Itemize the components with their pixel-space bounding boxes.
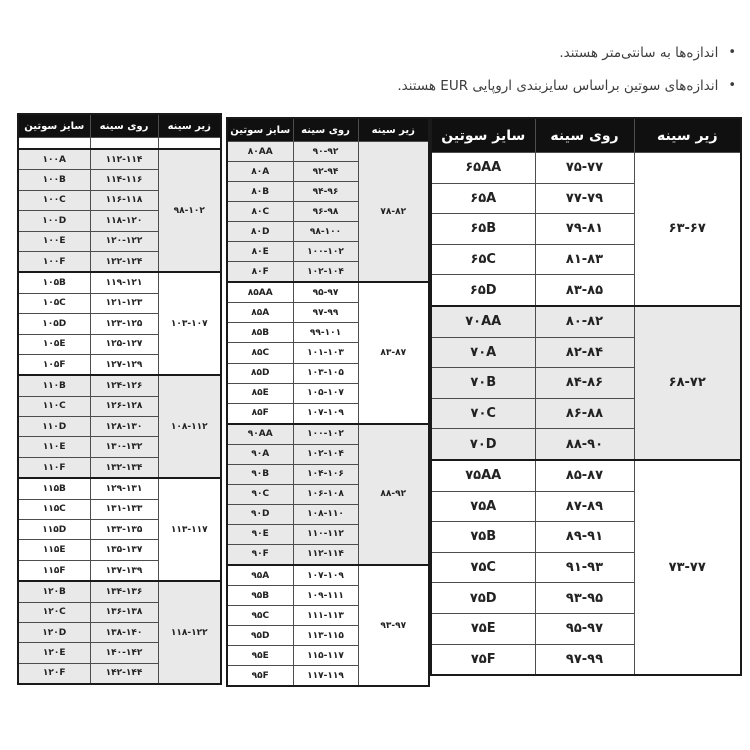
size-cell: ۸۰D [227, 222, 293, 242]
size-cell: ۹۰A [227, 444, 293, 464]
size-table-wrapper-65-75 [430, 117, 742, 676]
size-cell: ۱۰۰F [18, 251, 90, 272]
overbust-cell: ۹۵-۹۷ [293, 282, 358, 303]
size-cell: ۱۰۰B [18, 170, 90, 190]
size-row [431, 153, 741, 184]
size-cell: ۱۱۰F [18, 457, 90, 478]
col-header-overbust: روی سینه [90, 114, 158, 138]
col-header-size: سایز سوتین [18, 114, 90, 138]
size-cell: ۹۰D [227, 504, 293, 524]
size-cell: ۱۰۵F [18, 354, 90, 375]
size-table-100-120 [17, 113, 222, 685]
underbust-cell: ۱۰۸-۱۱۲ [158, 375, 221, 478]
overbust-cell: ۹۷-۹۹ [293, 303, 358, 323]
underbust-cell: ۹۳-۹۷ [358, 565, 429, 686]
underbust-cell: ۷۳-۷۷ [634, 460, 741, 675]
col-header-underbust: زیر سینه [158, 114, 221, 138]
size-cell: ۱۱۵B [18, 478, 90, 499]
underbust-cell: ۱۰۳-۱۰۷ [158, 272, 221, 375]
col-header-underbust: زیر سینه [634, 118, 741, 153]
size-cell: ۷۵A [431, 491, 535, 522]
overbust-cell: ۱۳۸-۱۴۰ [90, 622, 158, 642]
size-cell: ۱۰۰E [18, 231, 90, 251]
size-cell: ۱۰۰D [18, 211, 90, 231]
size-cell: ۱۱۰E [18, 437, 90, 457]
overbust-cell: ۱۱۲-۱۱۴ [90, 149, 158, 170]
overbust-cell: ۱۲۹-۱۳۱ [90, 478, 158, 499]
size-table-wrapper-80-95 [226, 117, 430, 687]
size-cell: ۹۵C [227, 606, 293, 626]
overbust-cell: ۹۶-۹۸ [293, 202, 358, 222]
size-cell: ۷۵AA [431, 460, 535, 491]
overbust-cell: ۱۲۳-۱۲۵ [90, 314, 158, 334]
overbust-cell: ۱۱۳-۱۱۵ [293, 626, 358, 646]
size-cell: ۹۰AA [227, 424, 293, 445]
underbust-cell: ۹۸-۱۰۲ [158, 149, 221, 272]
overbust-cell: ۸۹-۹۱ [535, 522, 634, 553]
overbust-cell: ۸۸-۹۰ [535, 429, 634, 460]
header-row [227, 118, 429, 142]
underbust-cell [158, 138, 221, 150]
size-cell: ۱۱۰B [18, 375, 90, 396]
overbust-cell: ۱۲۵-۱۲۷ [90, 334, 158, 354]
overbust-cell: ۸۰-۸۲ [535, 306, 634, 337]
overbust-cell: ۱۰۲-۱۰۴ [293, 444, 358, 464]
size-cell: ۷۰A [431, 337, 535, 368]
size-cell: ۷۰AA [431, 306, 535, 337]
size-cell: ۹۰B [227, 464, 293, 484]
overbust-cell: ۱۰۷-۱۰۹ [293, 565, 358, 586]
size-cell: ۱۲۰E [18, 643, 90, 663]
size-cell: ۹۵F [227, 666, 293, 687]
size-cell: ۱۱۵F [18, 560, 90, 581]
note-text-eur-sizing: اندازه‌های سوتین براساس سایزبندی اروپایی EUR هستند. [397, 78, 719, 94]
size-cell: ۱۱۰D [18, 417, 90, 437]
size-cell [18, 138, 90, 150]
size-row [227, 142, 429, 162]
overbust-cell: ۱۰۷-۱۰۹ [293, 403, 358, 424]
overbust-cell: ۱۰۲-۱۰۴ [293, 262, 358, 283]
size-cell: ۱۰۵D [18, 314, 90, 334]
size-cell: ۶۵C [431, 244, 535, 275]
note-text-units: اندازه‌ها به سانتی‌متر هستند. [559, 45, 719, 61]
size-row [227, 424, 429, 445]
size-cell: ۱۰۵B [18, 272, 90, 293]
overbust-cell: ۱۰۳-۱۰۵ [293, 363, 358, 383]
overbust-cell: ۱۳۳-۱۳۵ [90, 520, 158, 540]
overbust-cell: ۱۳۶-۱۳۸ [90, 602, 158, 622]
col-header-underbust: زیر سینه [358, 118, 429, 142]
overbust-cell: ۱۲۴-۱۲۶ [90, 375, 158, 396]
overbust-cell: ۹۰-۹۲ [293, 142, 358, 162]
underbust-cell: ۶۳-۶۷ [634, 153, 741, 306]
size-cell: ۷۵B [431, 522, 535, 553]
size-cell: ۸۰A [227, 162, 293, 182]
header-row [431, 118, 741, 153]
size-row [18, 478, 221, 499]
overbust-cell: ۱۱۸-۱۲۰ [90, 211, 158, 231]
overbust-cell: ۱۱۰-۱۱۲ [293, 524, 358, 544]
underbust-cell: ۱۱۳-۱۱۷ [158, 478, 221, 581]
col-header-overbust: روی سینه [535, 118, 634, 153]
size-cell: ۱۲۰C [18, 602, 90, 622]
overbust-cell: ۱۱۲-۱۱۴ [293, 544, 358, 565]
overbust-cell: ۹۹-۱۰۱ [293, 323, 358, 343]
size-cell: ۸۰F [227, 262, 293, 283]
overbust-cell: ۹۸-۱۰۰ [293, 222, 358, 242]
underbust-cell: ۱۱۸-۱۲۲ [158, 581, 221, 684]
underbust-cell: ۸۳-۸۷ [358, 282, 429, 423]
size-cell: ۱۰۵C [18, 293, 90, 313]
overbust-cell: ۷۵-۷۷ [535, 153, 634, 184]
overbust-cell: ۱۲۲-۱۲۴ [90, 251, 158, 272]
size-cell: ۷۵C [431, 552, 535, 583]
size-row [431, 460, 741, 491]
overbust-cell: ۱۰۴-۱۰۶ [293, 464, 358, 484]
overbust-cell: ۱۳۵-۱۳۷ [90, 540, 158, 560]
col-header-size: سایز سوتین [431, 118, 535, 153]
overbust-cell: ۱۲۰-۱۲۲ [90, 231, 158, 251]
note-item [397, 77, 736, 95]
overbust-cell: ۱۳۲-۱۳۴ [90, 457, 158, 478]
size-cell: ۱۲۰F [18, 663, 90, 684]
overbust-cell: ۱۴۲-۱۴۴ [90, 663, 158, 684]
overbust-cell: ۹۵-۹۷ [535, 613, 634, 644]
overbust-cell: ۷۹-۸۱ [535, 214, 634, 245]
size-row [18, 581, 221, 602]
overbust-cell: ۹۳-۹۵ [535, 583, 634, 614]
overbust-cell: ۹۲-۹۴ [293, 162, 358, 182]
header-row [18, 114, 221, 138]
size-table-65-75 [430, 117, 742, 676]
size-cell: ۷۰C [431, 398, 535, 429]
size-cell: ۱۲۰B [18, 581, 90, 602]
size-cell: ۹۵D [227, 626, 293, 646]
overbust-cell: ۱۱۵-۱۱۷ [293, 646, 358, 666]
size-table-80-95 [226, 117, 430, 687]
overbust-cell: ۱۰۹-۱۱۱ [293, 586, 358, 606]
size-cell: ۸۵C [227, 343, 293, 363]
underbust-cell: ۸۸-۹۲ [358, 424, 429, 565]
overbust-cell: ۱۲۸-۱۳۰ [90, 417, 158, 437]
overbust-cell: ۸۵-۸۷ [535, 460, 634, 491]
overbust-cell: ۱۰۱-۱۰۳ [293, 343, 358, 363]
size-cell: ۹۵E [227, 646, 293, 666]
size-cell: ۸۵A [227, 303, 293, 323]
overbust-cell: ۹۴-۹۶ [293, 182, 358, 202]
size-cell: ۹۰E [227, 524, 293, 544]
size-cell: ۶۵D [431, 275, 535, 306]
size-cell: ۱۲۰D [18, 622, 90, 642]
size-cell: ۹۵A [227, 565, 293, 586]
overbust-cell: ۸۳-۸۵ [535, 275, 634, 306]
size-cell: ۸۵E [227, 383, 293, 403]
size-cell: ۶۵AA [431, 153, 535, 184]
size-cell: ۱۰۰C [18, 190, 90, 210]
underbust-cell: ۶۸-۷۲ [634, 306, 741, 460]
size-cell: ۹۵B [227, 586, 293, 606]
size-cell: ۸۰B [227, 182, 293, 202]
size-cell: ۱۱۰C [18, 396, 90, 416]
overbust-cell: ۱۳۷-۱۳۹ [90, 560, 158, 581]
size-cell: ۷۵F [431, 644, 535, 675]
size-cell: ۷۵D [431, 583, 535, 614]
overbust-cell: ۱۰۶-۱۰۸ [293, 484, 358, 504]
overbust-cell: ۱۳۴-۱۳۶ [90, 581, 158, 602]
size-row [18, 149, 221, 170]
overbust-cell: ۱۱۷-۱۱۹ [293, 666, 358, 687]
size-cell: ۸۰E [227, 242, 293, 262]
size-cell: ۸۰AA [227, 142, 293, 162]
size-cell: ۷۰D [431, 429, 535, 460]
size-row [227, 565, 429, 586]
overbust-cell: ۱۲۶-۱۲۸ [90, 396, 158, 416]
size-cell: ۸۵AA [227, 282, 293, 303]
overbust-cell: ۱۴۰-۱۴۲ [90, 643, 158, 663]
size-table-wrapper-100-120 [17, 113, 222, 685]
size-row [18, 138, 221, 150]
size-cell: ۶۵B [431, 214, 535, 245]
overbust-cell: ۸۱-۸۳ [535, 244, 634, 275]
overbust-cell: ۷۷-۷۹ [535, 183, 634, 214]
overbust-cell: ۸۷-۸۹ [535, 491, 634, 522]
overbust-cell: ۱۲۱-۱۲۳ [90, 293, 158, 313]
size-cell: ۱۱۵E [18, 540, 90, 560]
size-row [227, 282, 429, 303]
col-header-size: سایز سوتین [227, 118, 293, 142]
size-cell: ۸۰C [227, 202, 293, 222]
size-row [18, 272, 221, 293]
size-cell: ۹۰F [227, 544, 293, 565]
overbust-cell: ۱۰۰-۱۰۲ [293, 424, 358, 445]
underbust-cell: ۷۸-۸۲ [358, 142, 429, 283]
size-row [18, 375, 221, 396]
overbust-cell: ۱۰۰-۱۰۲ [293, 242, 358, 262]
overbust-cell: ۹۷-۹۹ [535, 644, 634, 675]
overbust-cell: ۱۰۵-۱۰۷ [293, 383, 358, 403]
overbust-cell: ۱۱۶-۱۱۸ [90, 190, 158, 210]
overbust-cell: ۱۰۸-۱۱۰ [293, 504, 358, 524]
size-cell: ۱۱۵D [18, 520, 90, 540]
overbust-cell: ۹۱-۹۳ [535, 552, 634, 583]
size-cell: ۷۰B [431, 368, 535, 399]
size-cell: ۷۵E [431, 613, 535, 644]
size-cell: ۱۰۰A [18, 149, 90, 170]
size-cell: ۱۰۵E [18, 334, 90, 354]
size-cell: ۸۵F [227, 403, 293, 424]
overbust-cell: ۱۱۹-۱۲۱ [90, 272, 158, 293]
size-cell: ۱۱۵C [18, 499, 90, 519]
notes-list [397, 44, 736, 110]
size-cell: ۸۵B [227, 323, 293, 343]
bullet-icon: • [728, 45, 736, 60]
note-item [397, 44, 736, 62]
overbust-cell: ۸۴-۸۶ [535, 368, 634, 399]
overbust-cell: ۱۱۱-۱۱۳ [293, 606, 358, 626]
overbust-cell: ۱۳۱-۱۳۳ [90, 499, 158, 519]
overbust-cell: ۱۲۷-۱۲۹ [90, 354, 158, 375]
overbust-cell: ۸۶-۸۸ [535, 398, 634, 429]
size-cell: ۸۵D [227, 363, 293, 383]
overbust-cell: ۱۱۴-۱۱۶ [90, 170, 158, 190]
size-cell: ۶۵A [431, 183, 535, 214]
size-row [431, 306, 741, 337]
size-cell: ۹۰C [227, 484, 293, 504]
overbust-cell: ۱۳۰-۱۳۲ [90, 437, 158, 457]
overbust-cell [90, 138, 158, 150]
col-header-overbust: روی سینه [293, 118, 358, 142]
overbust-cell: ۸۲-۸۴ [535, 337, 634, 368]
bullet-icon: • [728, 78, 736, 93]
